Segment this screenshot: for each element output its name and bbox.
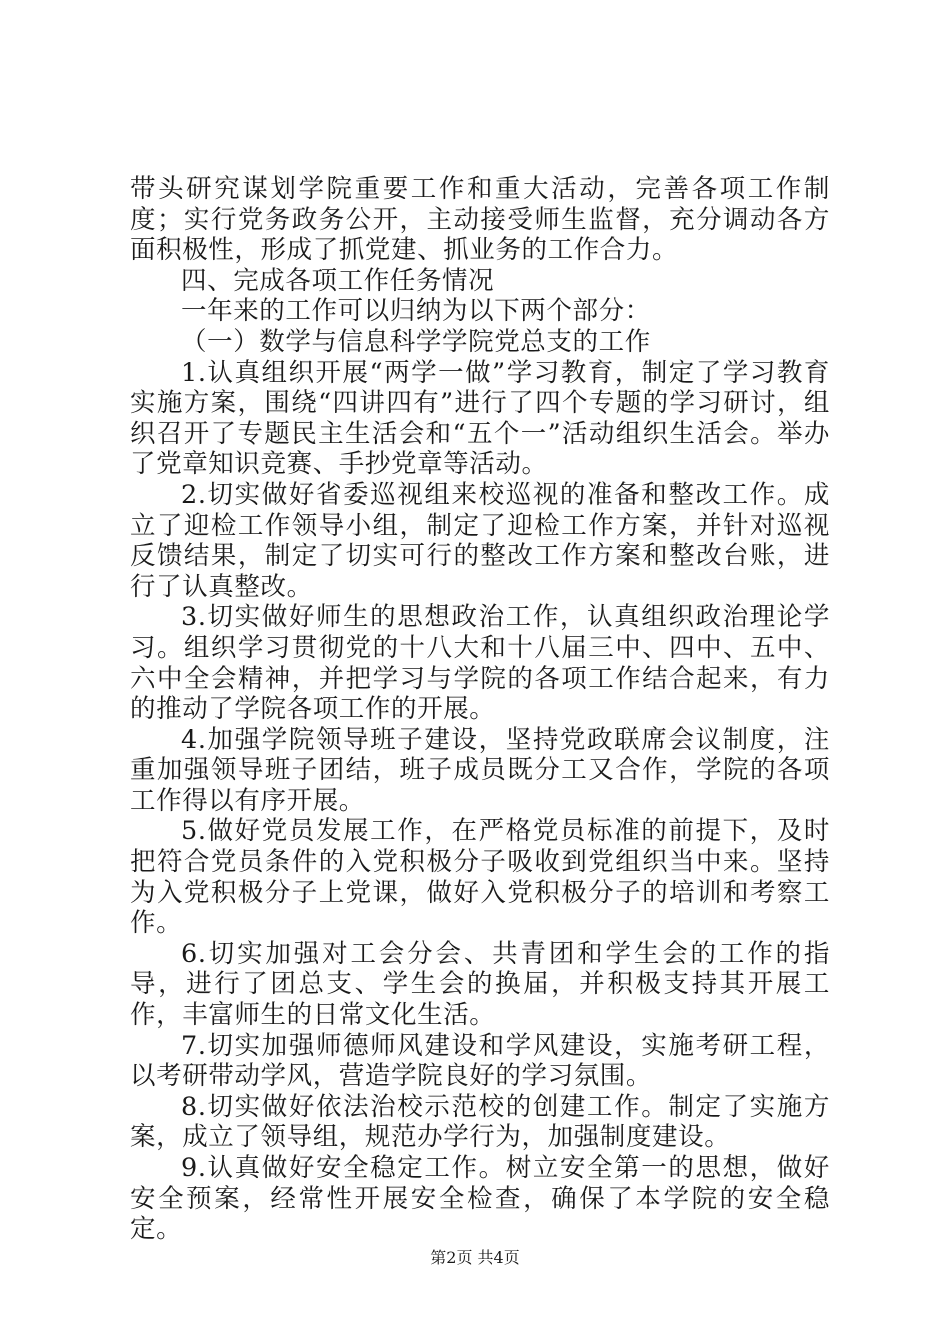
paragraph-item-5: 5.做好党员发展工作，在严格党员标准的前提下，及时把符合党员条件的入党积极分子吸收到党组织当中来。坚持为入党积极分子上党课，做好入党积极分子的培训和考察工作。 — [130, 816, 830, 939]
document-body — [130, 174, 830, 1245]
paragraph-item-8: 8.切实做好依法治校示范校的创建工作。制定了实施方案，成立了领导组，规范办学行为，加强制度建设。 — [130, 1091, 830, 1153]
paragraph-item-9: 9.认真做好安全稳定工作。树立安全第一的思想，做好安全预案，经常性开展安全检查，确保了本学院的安全稳定。 — [130, 1153, 830, 1245]
paragraph-intro: 一年来的工作可以归纳为以下两个部分： — [181, 296, 651, 327]
paragraph-item-2: 2.切实做好省委巡视组来校巡视的准备和整改工作。成立了迎检工作领导小组，制定了迎检工作方案，并针对巡视反馈结果，制定了切实可行的整改工作方案和整改台账，进行了认真整改。 — [130, 479, 830, 602]
paragraph-item-1: 1.认真组织开展“两学一做”学习教育，制定了学习教育实施方案，围绕“四讲四有”进行了四个专题的学习研讨，组织召开了专题民主生活会和“五个一”活动组织生活会。举办了党章知识竞赛、手抄党章等活动。 — [130, 357, 830, 480]
section-heading: 四、完成各项工作任务情况 — [181, 265, 495, 296]
page-footer: 第2页 共4页 — [430, 1248, 520, 1267]
paragraph-item-4: 4.加强学院领导班子建设，坚持党政联席会议制度，注重加强领导班子团结，班子成员既分工又合作，学院的各项工作得以有序开展。 — [130, 724, 830, 816]
paragraph-continuation: 带头研究谋划学院重要工作和重大活动，完善各项工作制度；实行党务政务公开，主动接受师生监督，充分调动各方面积极性，形成了抓党建、抓业务的工作合力。 — [130, 174, 830, 266]
paragraph-item-7: 7.切实加强师德师风建设和学风建设，实施考研工程，以考研带动学风，营造学院良好的学习氛围。 — [130, 1030, 830, 1092]
subsection-heading: （一）数学与信息科学学院党总支的工作 — [181, 326, 651, 357]
paragraph-item-3: 3.切实做好师生的思想政治工作，认真组织政治理论学习。组织学习贯彻党的十八大和十八届三中、四中、五中、六中全会精神，并把学习与学院的各项工作结合起来，有力的推动了学院各项工作的开展。 — [130, 602, 830, 725]
paragraph-item-6: 6.切实加强对工会分会、共青团和学生会的工作的指导，进行了团总支、学生会的换届，并积极支持其开展工作，丰富师生的日常文化生活。 — [130, 938, 830, 1031]
